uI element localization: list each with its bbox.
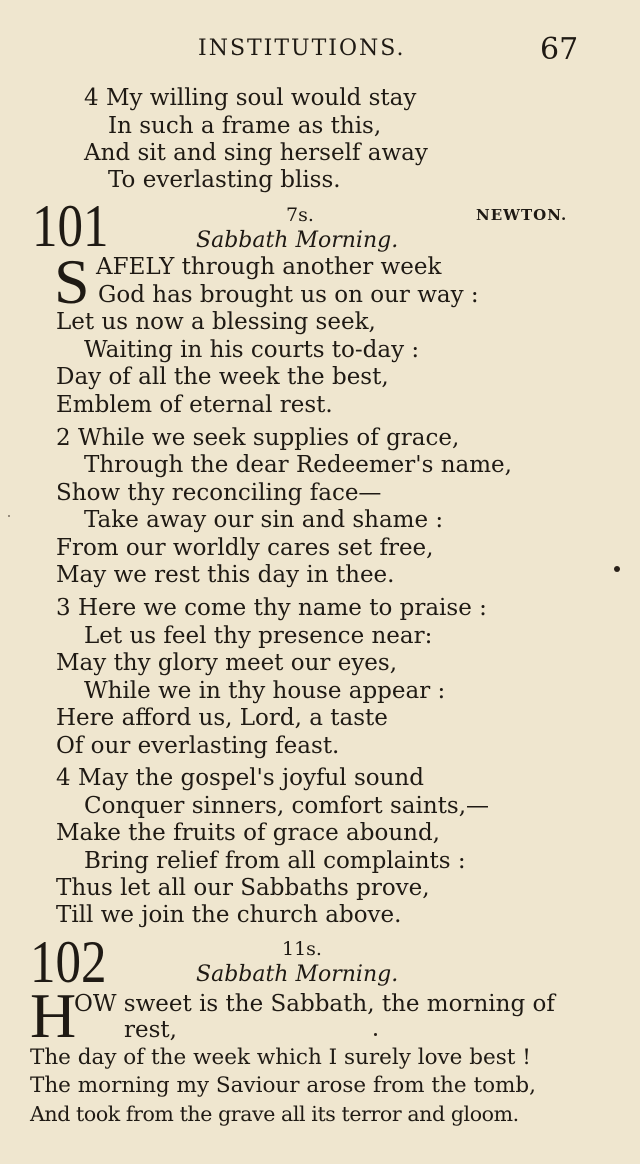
ink-speck: [8, 515, 10, 517]
verse-line: Through the dear Redeemer's name,: [84, 452, 512, 478]
verse-line: The day of the week which I surely love best !: [30, 1045, 531, 1070]
verse-line: Waiting in his courts to-day :: [84, 337, 420, 363]
verse-line: May thy glory meet our eyes,: [56, 650, 398, 676]
drop-cap: S: [54, 246, 90, 317]
hymn-subtitle: Sabbath Morning.: [196, 962, 399, 987]
drop-cap: H: [30, 980, 77, 1051]
verse-line: The morning my Saviour arose from the tomb,: [30, 1073, 537, 1098]
verse-line: Let us now a blessing seek,: [56, 309, 376, 335]
verse-line: Let us feel thy presence near:: [84, 623, 433, 649]
verse-line: Make the fruits of grace abound,: [56, 820, 440, 846]
verse-line: Show thy reconciling face—: [56, 480, 382, 506]
verse-line: From our worldly cares set free,: [56, 535, 434, 561]
tune-name: NEWTON.: [476, 206, 568, 224]
verse-line: Bring relief from all complaints :: [84, 848, 466, 874]
verse-line: 4 My willing soul would stay: [84, 85, 417, 111]
verse-line: Thus let all our Sabbaths prove,: [56, 875, 430, 901]
verse-line: 2 While we seek supplies of grace,: [56, 425, 460, 451]
hymn-meter: 11s.: [282, 938, 322, 960]
verse-line: And took from the grave all its terror and gloom.: [30, 1102, 519, 1126]
ink-speck: [614, 566, 620, 572]
hymn-number: 101: [32, 193, 109, 259]
verse-line: To everlasting bliss.: [108, 167, 341, 193]
verse-line: Here afford us, Lord, a taste: [56, 705, 388, 731]
verse-line: 4 May the gospel's joyful sound: [56, 765, 424, 791]
verse-line: May we rest this day in thee.: [56, 562, 395, 588]
verse-line: In such a frame as this,: [108, 113, 382, 139]
verse-line: rest,: [124, 1017, 177, 1043]
verse-line: While we in thy house appear :: [84, 678, 446, 704]
page-number: 67: [540, 32, 579, 67]
running-header: INSTITUTIONS.: [198, 36, 406, 61]
hymn-meter: 7s.: [286, 204, 314, 226]
verse-line: Day of all the week the best,: [56, 364, 389, 390]
verse-line: AFELY through another week: [96, 254, 442, 280]
verse-line: Of our everlasting feast.: [56, 733, 340, 759]
hymn-number: 102: [30, 929, 107, 995]
verse-line: OW sweet is the Sabbath, the morning of: [74, 991, 555, 1017]
verse-line: Emblem of eternal rest.: [56, 392, 333, 418]
hymn-subtitle: Sabbath Morning.: [196, 228, 399, 253]
verse-line: Conquer sinners, comfort saints,—: [84, 793, 490, 819]
verse-line: God has brought us on our way :: [98, 282, 479, 308]
verse-line: Till we join the church above.: [56, 902, 402, 928]
ink-speck: [374, 1033, 377, 1036]
verse-line: And sit and sing herself away: [84, 140, 428, 166]
verse-line: Take away our sin and shame :: [84, 507, 444, 533]
verse-line: 3 Here we come thy name to praise :: [56, 595, 487, 621]
